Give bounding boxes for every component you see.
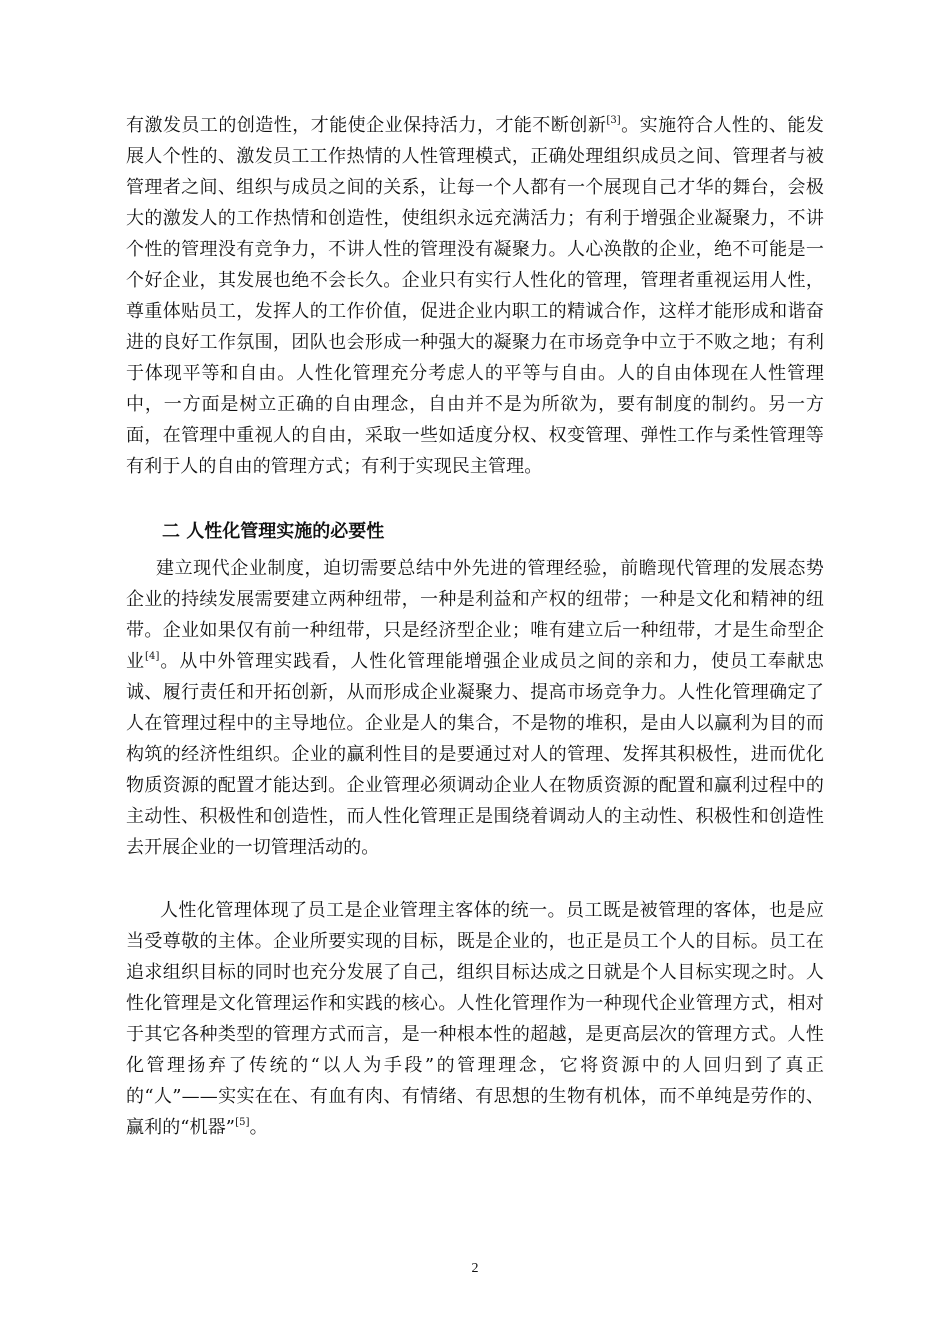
citation-marker: [4] — [145, 651, 160, 662]
paragraph-2 — [126, 553, 824, 863]
paragraph-1 — [126, 110, 824, 482]
page-number: 2 — [471, 1261, 479, 1276]
citation-marker: [3] — [606, 115, 621, 126]
section-heading: 二 人性化管理实施的必要性 — [162, 521, 385, 542]
text-segment: 。 — [249, 1117, 268, 1138]
text-segment: 有激发员工的创造性，才能使企业保持活力，才能不断创新 — [126, 115, 607, 136]
text-segment: 人性化管理体现了员工是企业管理主客体的统一。员工既是被管理的客体，也是应当受尊敬的主体。企业所要实现的目标，既是企业的，也正是员工个人的目标。员工在追求组织目标的同时也充分发展了自己，组织目标达成之日就是个人目标实现之时。人性化管理是文化管理运作和实践的核心。人性化管理作为一种现代企业管理方式，相对于其它各种类型的管理方式而言，是一种根本性的超越，是更高层次的管理方式。人性化管理扬弃了传统的“以人为手段”的管理理念，它将资源中的人回归到了真正的“人”——实实在在、有血有肉、有情绪、有思想的生物有机体，而不单纯是劳作的、赢利的“机器” — [126, 900, 824, 1138]
paragraph-3 — [126, 895, 824, 1143]
text-segment: 建立现代企业制度，迫切需要总结中外先进的管理经验，前瞻现代管理的发展态势企业的持续发展需要建立两种纽带，一种是利益和产权的纽带；一种是文化和精神的纽带。企业如果仅有前一种纽带，只是经济型企业；唯有建立后一种纽带，才是生命型企业 — [126, 558, 824, 672]
citation-marker: [5] — [235, 1117, 250, 1128]
text-segment: 。从中外管理实践看，人性化管理能增强企业成员之间的亲和力，使员工奉献忠诚、履行责任和开拓创新，从而形成企业凝聚力、提高市场竞争力。人性化管理确定了人在管理过程中的主导地位。企业是人的集合，不是物的堆积，是由人以赢利为目的而构筑的经济性组织。企业的赢利性目的是要通过对人的管理、发挥其积极性，进而优化物质资源的配置才能达到。企业管理必须调动企业人在物质资源的配置和赢利过程中的主动性、积极性和创造性，而人性化管理正是围绕着调动人的主动性、积极性和创造性去开展企业的一切管理活动的。 — [126, 651, 824, 858]
text-segment: 。实施符合人性的、能发展人个性的、激发员工工作热情的人性管理模式，正确处理组织成员之间、管理者与被管理者之间、组织与成员之间的关系，让每一个人都有一个展现自己才华的舞台，会极大的激发人的工作热情和创造性，使组织永远充满活力；有利于增强企业凝聚力，不讲个性的管理没有竞争力，不讲人性的管理没有凝聚力。人心涣散的企业，绝不可能是一个好企业，其发展也绝不会长久。企业只有实行人性化的管理，管理者重视运用人性，尊重体贴员工，发挥人的工作价值，促进企业内职工的精诚合作，这样才能形成和谐奋进的良好工作氛围，团队也会形成一种强大的凝聚力在市场竞争中立于不败之地；有利于体现平等和自由。人性化管理充分考虑人的平等与自由。人的自由体现在人性管理中，一方面是树立正确的自由理念，自由并不是为所欲为，要有制度的制约。另一方面，在管理中重视人的自由，采取一些如适度分权、权变管理、弹性工作与柔性管理等有利于人的自由的管理方式；有利于实现民主管理。 — [126, 115, 824, 477]
